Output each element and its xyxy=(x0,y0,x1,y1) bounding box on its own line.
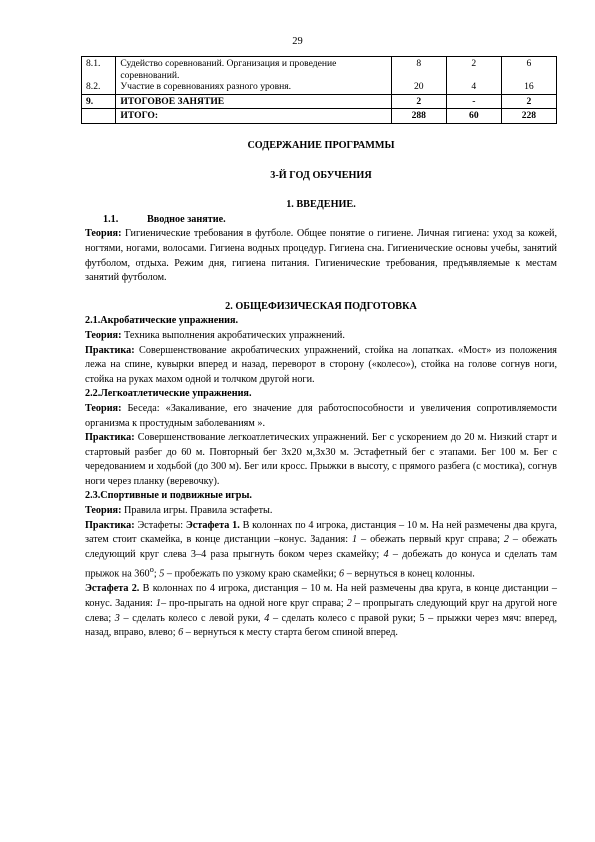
practice-text: Совершенствование акробатических упражнений, стойка на лопатках. «Мост» из положения лежа на спине, кувырки вперед и назад, переворот в сторону («колесо»), стойка на голове согнув ноги, стойка на руках махом одной и толчком другой ноги. xyxy=(85,344,557,385)
intro-item-number: 1.1. xyxy=(103,213,119,225)
row-description-cell xyxy=(116,57,391,95)
theory-hours: 4 xyxy=(471,80,477,92)
section-2-title: 2. ОБЩЕФИЗИЧЕСКАЯ ПОДГОТОВКА xyxy=(225,300,417,312)
relay-1-text: – добежать до конуса и сделать там прыжок на 360 xyxy=(85,548,558,580)
theory-text: Техника выполнения акробатических упражнений. xyxy=(121,329,345,341)
total-hours: 8 xyxy=(416,58,422,69)
relay-2-text: – сделать колесо с левой руки, xyxy=(119,612,265,624)
relay-1-text: – пробежать по узкому краю скамейки; xyxy=(164,568,340,580)
row-number-cell xyxy=(82,57,116,95)
subsection-2-3-theory xyxy=(85,504,557,519)
subsection-2-2-practice xyxy=(85,431,557,489)
relay-1-text: – вернуться в конец колонны. xyxy=(344,568,475,580)
theory-label: Теория: xyxy=(85,329,122,341)
practice-hours-cell xyxy=(501,57,556,95)
practice-hours: 6 xyxy=(526,58,532,69)
subsection-2-2-theory xyxy=(85,402,557,431)
relay-2-label: Эстафета 2. xyxy=(85,583,140,595)
subsection-2-2-title: 2.2.Легкоатлетические упражнения. xyxy=(85,388,252,400)
program-title: СОДЕРЖАНИЕ ПРОГРАММЫ xyxy=(247,140,395,151)
task-number: 6 xyxy=(339,568,345,580)
row-number: 8.2. xyxy=(86,80,101,92)
task-number: 1 xyxy=(352,534,358,546)
task-number: 6 xyxy=(178,627,184,639)
table-row xyxy=(82,94,557,109)
task-number: 5 xyxy=(159,568,165,580)
practice-label: Практика: xyxy=(85,519,135,531)
relay-1-label: Эстафета 1. xyxy=(185,519,240,531)
page-number: 29 xyxy=(292,36,303,47)
practice-intro: Эстафеты: xyxy=(134,519,186,531)
theory-label: Теория: xyxy=(85,505,122,517)
theory-hours: 2 xyxy=(471,58,477,69)
practice-hours: 2 xyxy=(501,94,556,109)
intro-item xyxy=(85,213,557,228)
practice-label: Практика: xyxy=(85,344,135,356)
row-number xyxy=(82,109,116,124)
task-number: 2 xyxy=(346,598,352,610)
task-number: 4 xyxy=(264,612,270,624)
table-row xyxy=(82,109,557,124)
relay-1-text: – обежать следующий круг слева 3–4 раза прыгнуть боком через скамейку; xyxy=(85,534,558,560)
relay-1-text: В колоннах по 4 игрока, дистанция – 10 м. На ней размечены два круга, затем стоит скамейка, в конце дистанции –конус. Задания: xyxy=(85,519,557,546)
theory-hours-cell xyxy=(446,57,501,95)
task-number: 1– xyxy=(155,598,167,610)
theory-hours: 60 xyxy=(446,109,501,124)
total-hours: 2 xyxy=(391,94,446,109)
subsection-2-1-title: 2.1.Акробатические упражнения. xyxy=(85,315,239,327)
degree-mark: о xyxy=(149,564,154,575)
relay-1-text: ; xyxy=(153,568,160,580)
task-number: 4 xyxy=(383,548,389,560)
relay-2-text: про-прыгать на одной ноге круг справа; xyxy=(166,598,347,610)
row-number: 8.1. xyxy=(86,58,101,69)
relay-2-text: В колоннах по 4 игрока, дистанция – 10 м. На ней размечены два круга, в конце дистанции – конус. Задания: xyxy=(85,583,557,610)
row-description: Участие в соревнованиях разного уровня. xyxy=(120,81,292,92)
practice-label: Практика: xyxy=(85,432,135,444)
theory-hours: - xyxy=(446,94,501,109)
theory-label: Теория: xyxy=(85,402,122,414)
total-hours: 20 xyxy=(413,80,424,92)
subsection-2-1-theory xyxy=(85,329,557,344)
table-row xyxy=(82,57,557,95)
theory-text: Беседа: «Закаливание, его значение для работоспособности и увеличения сопротивляемости организма к простудным заболеваниям ». xyxy=(85,402,557,429)
relay-2-text: – пропрыгать следующий круг на другой ноге слева; xyxy=(85,598,558,624)
year-title: 3-Й ГОД ОБУЧЕНИЯ xyxy=(270,169,372,181)
practice-hours: 228 xyxy=(501,109,556,124)
relay-2-paragraph xyxy=(85,582,557,640)
program-content xyxy=(85,139,557,641)
relay-2-text: – сделать колесо с правой руки; 5 – прыжки через мяч: вперед, назад, вправо, влево; xyxy=(85,612,558,639)
row-description: Судейство соревнований. Организация и проведение соревнований. xyxy=(120,58,337,81)
row-number: 9. xyxy=(82,94,116,109)
row-description: ИТОГОВОЕ ЗАНЯТИЕ xyxy=(116,94,391,109)
practice-hours: 16 xyxy=(524,80,534,92)
practice-text: Совершенствование легкоатлетических упражнений. Бег с ускорением до 20 м. Низкий старт и стартовый разбег до 60 м. Повторный бег 3х20 м,3х30 м. Эстафетный бег с этапами. Бег 100 м. Бег с чередованием и ходьбой (до 300 м). Бег или кросс. Прыжки в высоту, с прямого разбега (с мостика), согнув ноги через планку (веревочку). xyxy=(85,432,557,487)
task-number: 3 xyxy=(114,612,120,624)
relay-1-text: – обежать первый круг справа; xyxy=(357,534,504,546)
theory-label: Теория: xyxy=(85,228,122,240)
theory-text: Гигиенические требования в футболе. Общее понятие о гигиене. Личная гигиена: уход за кожей, ногтями, ногами, волосами. Гигиена водных процедур. Гигиена сна. Гигиенические основы учебы, занятий футболом, отдыха. Режим дня, гигиена питания. Гигиенические требования, предъявляемые к местам занятий футболом. xyxy=(85,228,557,284)
total-hours-cell xyxy=(391,57,446,95)
intro-item-title: Вводное занятие. xyxy=(147,213,226,225)
subsection-2-3-title: 2.3.Спортивные и подвижные игры. xyxy=(85,490,252,502)
section-1-theory xyxy=(85,227,557,285)
section-1-title: 1. ВВЕДЕНИЕ. xyxy=(286,199,356,211)
relay-2-text: – вернуться к месту старта бегом спиной вперед. xyxy=(183,627,398,639)
plan-table xyxy=(81,56,557,124)
subsection-2-3-practice xyxy=(85,519,557,583)
subsection-2-1-practice xyxy=(85,344,557,388)
theory-text: Правила игры. Правила эстафеты. xyxy=(121,505,273,517)
total-hours: 288 xyxy=(391,109,446,124)
row-description: ИТОГО: xyxy=(116,109,391,124)
task-number: 2 xyxy=(503,534,509,546)
